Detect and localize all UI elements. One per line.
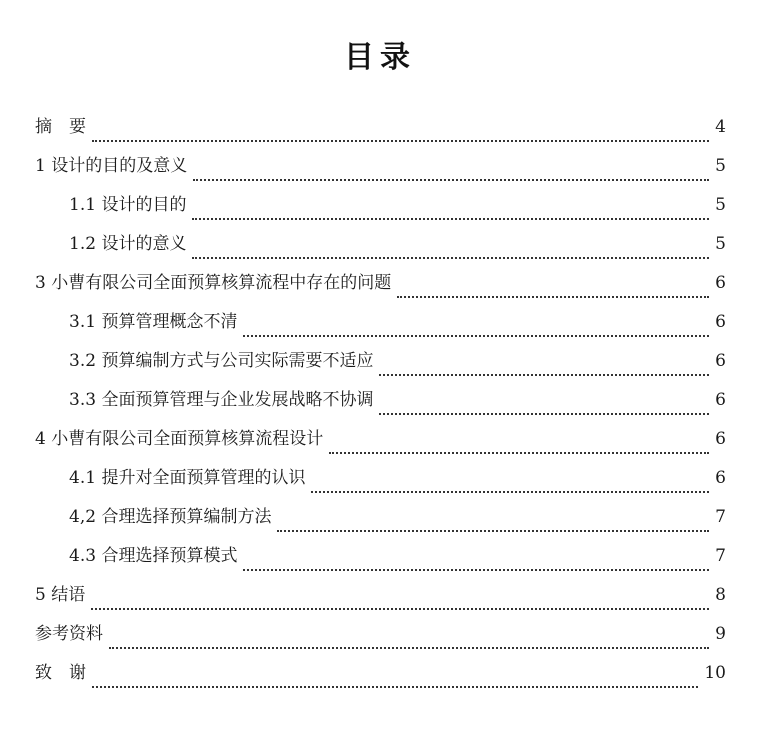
toc-leader-dots bbox=[243, 569, 709, 571]
toc-leader-dots bbox=[192, 218, 709, 220]
toc-entry-section-1[interactable] bbox=[0, 147, 760, 186]
toc-entry-section-1-1[interactable] bbox=[0, 186, 760, 225]
toc-entry-section-4-2[interactable] bbox=[0, 498, 760, 537]
toc-entry-section-5[interactable] bbox=[0, 576, 760, 615]
toc-entry-section-4-3[interactable] bbox=[0, 537, 760, 576]
toc-entry-section-3-3[interactable] bbox=[0, 381, 760, 420]
toc-entry-acknowledgements[interactable] bbox=[0, 654, 760, 693]
toc-entry-label: 1.1 设计的目的 bbox=[69, 195, 187, 215]
toc-entry-label: 3 小曹有限公司全面预算核算流程中存在的问题 bbox=[35, 273, 392, 293]
toc-entry-section-4[interactable] bbox=[0, 420, 760, 459]
toc-leader-dots bbox=[91, 608, 709, 610]
toc-entry-label: 3.1 预算管理概念不清 bbox=[69, 312, 238, 332]
toc-page-number: 6 bbox=[715, 429, 726, 449]
toc-page-number: 6 bbox=[715, 273, 726, 293]
toc-leader-dots bbox=[192, 257, 709, 259]
toc-page-number: 6 bbox=[715, 468, 726, 488]
toc-page-number: 10 bbox=[704, 663, 726, 683]
toc-page-number: 6 bbox=[715, 351, 726, 371]
toc-leader-dots bbox=[92, 140, 709, 142]
toc-page-number: 5 bbox=[715, 195, 726, 215]
toc-entry-label: 3.3 全面预算管理与企业发展战略不协调 bbox=[69, 390, 374, 410]
toc-leader-dots bbox=[243, 335, 709, 337]
toc-entry-label: 4 小曹有限公司全面预算核算流程设计 bbox=[35, 429, 324, 449]
toc-entry-label: 参考资料 bbox=[35, 624, 103, 644]
toc-entry-label: 4,2 合理选择预算编制方法 bbox=[69, 507, 272, 527]
toc-leader-dots bbox=[311, 491, 709, 493]
toc-entry-label: 1 设计的目的及意义 bbox=[35, 156, 188, 176]
toc-leader-dots bbox=[397, 296, 709, 298]
toc-entry-label: 3.2 预算编制方式与公司实际需要不适应 bbox=[69, 351, 374, 371]
toc-page-number: 5 bbox=[715, 156, 726, 176]
toc-entry-section-3-2[interactable] bbox=[0, 342, 760, 381]
toc-entry-section-3[interactable] bbox=[0, 264, 760, 303]
toc-entry-label: 5 结语 bbox=[35, 585, 86, 605]
toc-page-number: 8 bbox=[715, 585, 726, 605]
toc-leader-dots bbox=[109, 647, 709, 649]
toc-leader-dots bbox=[379, 374, 709, 376]
toc-page-number: 6 bbox=[715, 390, 726, 410]
toc-page-number: 4 bbox=[715, 117, 726, 137]
toc-page-number: 9 bbox=[715, 624, 726, 644]
toc-leader-dots bbox=[193, 179, 709, 181]
toc-page-number: 7 bbox=[715, 546, 726, 566]
toc-entry-label: 致 谢 bbox=[35, 663, 86, 683]
toc-entry-section-1-2[interactable] bbox=[0, 225, 760, 264]
toc-leader-dots bbox=[92, 686, 698, 688]
toc-entry-section-4-1[interactable] bbox=[0, 459, 760, 498]
toc-entry-abstract[interactable] bbox=[0, 108, 760, 147]
toc-entry-section-3-1[interactable] bbox=[0, 303, 760, 342]
toc-entry-label: 4.3 合理选择预算模式 bbox=[69, 546, 238, 566]
toc-page-number: 6 bbox=[715, 312, 726, 332]
toc-entry-label: 4.1 提升对全面预算管理的认识 bbox=[69, 468, 306, 488]
toc-page-number: 5 bbox=[715, 234, 726, 254]
toc-entry-label: 摘 要 bbox=[35, 117, 86, 137]
toc-entry-references[interactable] bbox=[0, 615, 760, 654]
toc-page-number: 7 bbox=[715, 507, 726, 527]
toc-leader-dots bbox=[379, 413, 709, 415]
toc-leader-dots bbox=[329, 452, 709, 454]
toc-leader-dots bbox=[277, 530, 709, 532]
toc-entry-label: 1.2 设计的意义 bbox=[69, 234, 187, 254]
toc-title: 目录 bbox=[344, 40, 416, 75]
